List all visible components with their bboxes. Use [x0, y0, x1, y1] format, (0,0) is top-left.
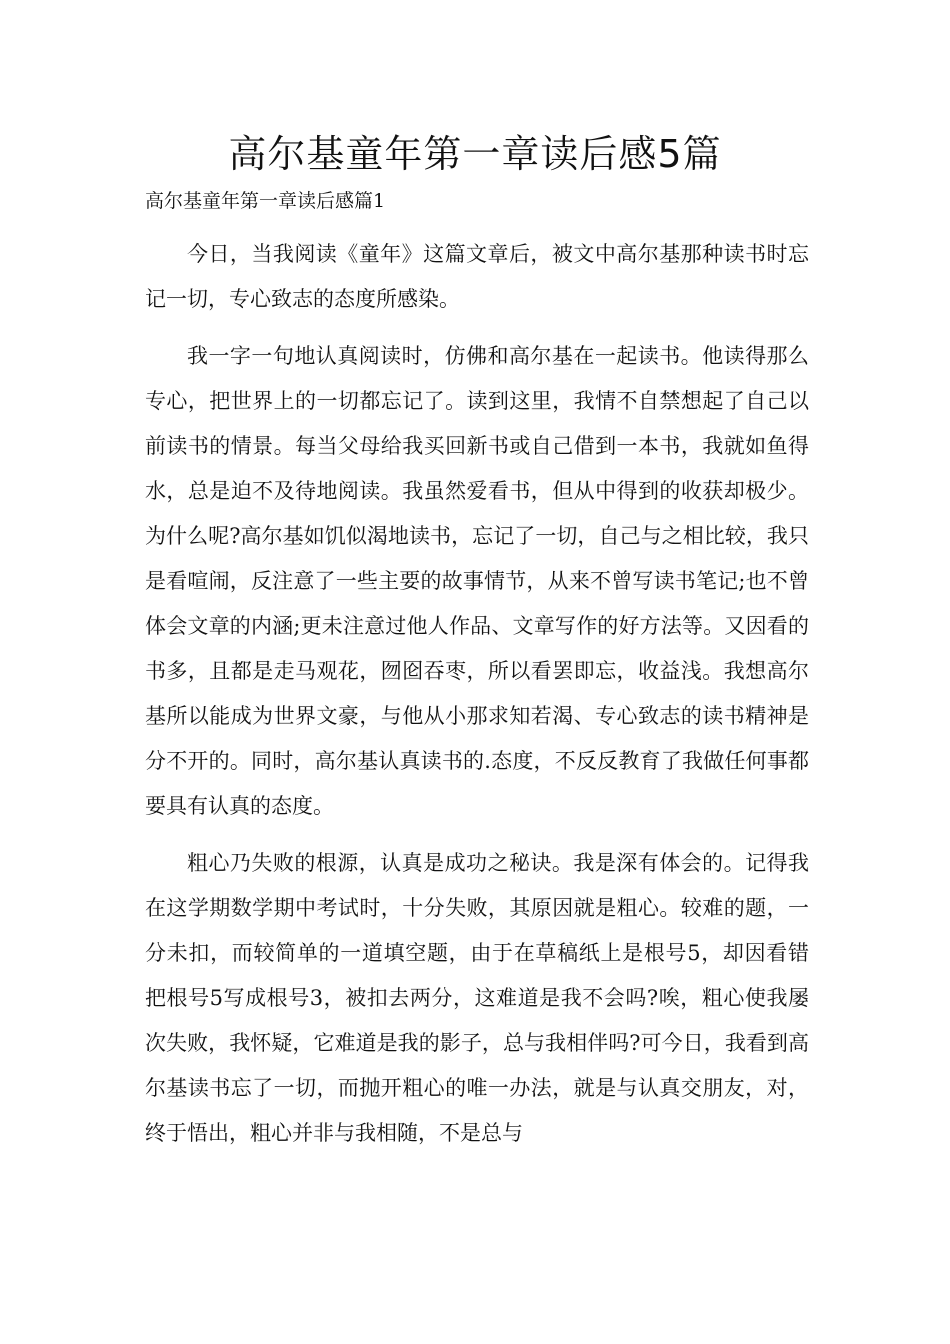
paragraph: 我一字一句地认真阅读时，仿佛和高尔基在一起读书。他读得那么专心，把世界上的一切都忘记了。读到这里，我情不自禁想起了自己以前读书的情景。每当父母给我买回新书或自己借到一本书，我就如鱼得水，总是迫不及待地阅读。我虽然爱看书，但从中得到的收获却极少。为什么呢?高尔基如饥似渴地读书，忘记了一切，自己与之相比较，我只是看喧闹，反注意了一些主要的故事情节，从来不曾写读书笔记;也不曾体会文章的内涵;更未注意过他人作品、文章写作的好方法等。又因看的书多，且都是走马观花，囫囵吞枣，所以看罢即忘，收益浅。我想高尔基所以能成为世界文豪，与他从小那求知若渴、专心致志的读书精神是分不开的。同时，高尔基认真读书的.态度，不反反教育了我做任何事都要具有认真的态度。: [145, 344, 809, 818]
paragraph: 今日，当我阅读《童年》这篇文章后，被文中高尔基那种读书时忘记一切，专心致志的态度所感染。: [145, 242, 809, 311]
paragraph: 粗心乃失败的根源，认真是成功之秘诀。我是深有体会的。记得我在这学期数学期中考试时，十分失败，其原因就是粗心。较难的题，一分未扣，而较简单的一道填空题，由于在草稿纸上是根号5，却因看错把根号5写成根号3，被扣去两分，这难道是我不会吗?唉，粗心使我屡次失败，我怀疑，它难道是我的影子，总与我相伴吗?可今日，我看到高尔基读书忘了一切，而抛开粗心的唯一办法，就是与认真交朋友，对，终于悟出，粗心并非与我相随，不是总与: [145, 851, 809, 1145]
document-title: 高尔基童年第一章读后感5篇: [228, 132, 722, 176]
document-body: [145, 232, 809, 1168]
section-heading: 高尔基童年第一章读后感篇1: [145, 190, 386, 212]
